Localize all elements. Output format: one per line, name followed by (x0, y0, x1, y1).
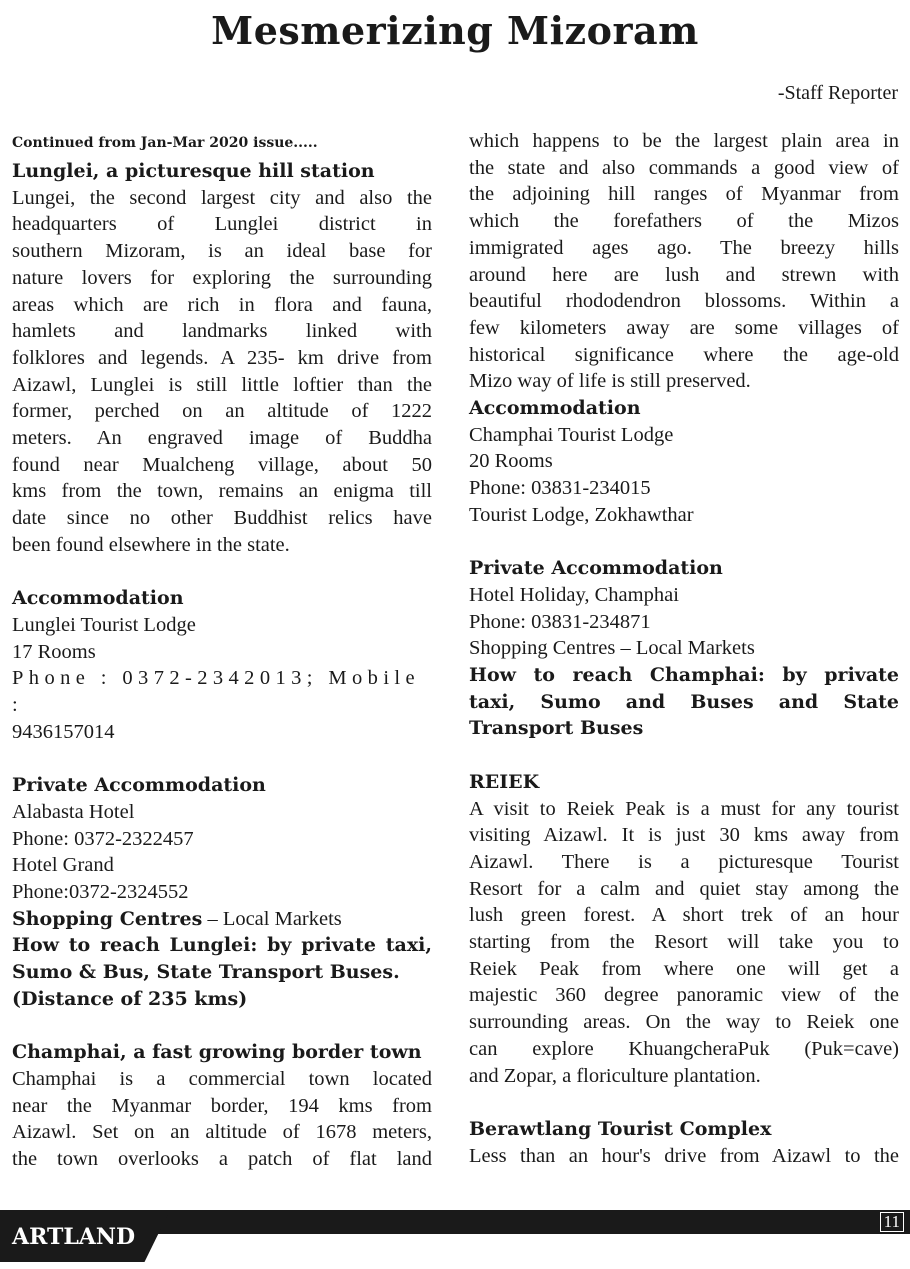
champhai-heading: Champhai, a fast growing border town (12, 1041, 422, 1064)
private-accommodation-heading: Private Accommodation (12, 774, 266, 797)
hotel-line: Phone:0372-2324552 (12, 880, 189, 903)
body-line: A visit to Reiek Peak is a must for any tourist (469, 797, 899, 820)
body-line: majestic 360 degree panoramic view of the (469, 984, 899, 1007)
hotel-line: Hotel Holiday, Champhai (469, 583, 679, 606)
right-column (469, 128, 899, 1169)
shopping-label: Shopping Centres (12, 907, 203, 930)
berawtlang-heading: Berawtlang Tourist Complex (469, 1117, 772, 1140)
lodge-name: Lunglei Tourist Lodge (12, 613, 196, 636)
lodge-phone: Phone : 0372-2342013; Mobile : (12, 667, 421, 717)
body-line: historical significance where the age-old (469, 343, 899, 366)
byline: -Staff Reporter (777, 82, 898, 104)
body-line: which the forefathers of the Mizos (469, 210, 899, 233)
body-line: around here are lush and strewn with (469, 263, 899, 286)
page-footer (0, 1210, 910, 1269)
body-line: found near Mualcheng village, about 50 (12, 453, 432, 476)
body-line: Reiek Peak from where one will get a (469, 957, 899, 980)
continued-note: Continued from Jan-Mar 2020 issue..... (12, 135, 318, 151)
body-line: lush green forest. A short trek of an hour (469, 904, 899, 927)
accommodation-heading: Accommodation (469, 397, 641, 420)
body-line: visiting Aizawl. It is just 30 kms away from (469, 824, 899, 847)
hotel-line: Phone: 03831-234871 (469, 610, 651, 633)
body-line: surrounding areas. On the way to Reiek one (469, 1011, 899, 1034)
body-line: Aizawl. Set on an altitude of 1678 meters, (12, 1121, 432, 1144)
body-line: which happens to be the largest plain area in (469, 130, 899, 152)
shopping-line: Shopping Centres – Local Markets (469, 637, 755, 660)
body-line: the town overlooks a patch of flat land (12, 1147, 432, 1170)
private-accommodation-heading: Private Accommodation (469, 557, 723, 580)
body-line: areas which are rich in flora and fauna, (12, 293, 432, 316)
body-line: Less than an hour's drive from Aizawl to the (469, 1144, 899, 1167)
body-line: starting from the Resort will take you to (469, 931, 899, 954)
body-line: Lungei, the second largest city and also the (12, 186, 432, 209)
shopping-value: – Local Markets (202, 907, 342, 930)
body-line: immigrated ages ago. The breezy hills (469, 236, 899, 259)
body-line: headquarters of Lunglei district in (12, 213, 432, 236)
reach-line: taxi, Sumo and Buses and State (469, 690, 899, 713)
lodge-rooms: 17 Rooms (12, 640, 96, 663)
lodge-line: Phone: 03831-234015 (469, 477, 651, 500)
lunglei-heading: Lunglei, a picturesque hill station (12, 160, 375, 182)
accommodation-heading: Accommodation (12, 587, 184, 610)
reiek-heading: REIEK (469, 770, 540, 793)
reach-line: Sumo & Bus, State Transport Buses. (12, 961, 400, 984)
body-line: folklores and legends. A 235- km drive from (12, 346, 432, 369)
body-line: Resort for a calm and quiet stay among the (469, 877, 899, 900)
article-title: Mesmerizing Mizoram (211, 8, 699, 53)
lodge-line: Tourist Lodge, Zokhawthar (469, 503, 694, 526)
body-line: and Zopar, a floriculture plantation. (469, 1064, 761, 1087)
body-line: been found elsewhere in the state. (12, 533, 290, 556)
body-line: few kilometers away are some villages of (469, 316, 899, 339)
body-line: hamlets and landmarks linked with (12, 320, 432, 343)
body-line: can explore KhuangcheraPuk (Puk=cave) (469, 1037, 899, 1060)
body-line: meters. An engraved image of Buddha (12, 427, 432, 450)
reach-line: How to reach Lunglei: by private taxi, (12, 934, 432, 957)
body-line: former, perched on an altitude of 1222 (12, 400, 432, 423)
left-column (12, 128, 432, 1173)
body-line: date since no other Buddhist relics have (12, 507, 432, 530)
hotel-line: Phone: 0372-2322457 (12, 827, 194, 850)
body-line: Champhai is a commercial town located (12, 1067, 432, 1090)
body-line: nature lovers for exploring the surrounding (12, 266, 432, 289)
reach-line: Transport Buses (469, 717, 644, 740)
lodge-line: Champhai Tourist Lodge (469, 423, 674, 446)
reach-line: How to reach Champhai: by private (469, 664, 899, 687)
lodge-mobile: 9436157014 (12, 720, 115, 743)
body-line: beautiful rhododendron blossoms. Within a (469, 290, 899, 313)
body-line: the adjoining hill ranges of Myanmar from (469, 183, 899, 206)
body-line: Mizo way of life is still preserved. (469, 370, 751, 393)
body-line: near the Myanmar border, 194 kms from (12, 1094, 432, 1117)
body-line: Aizawl. There is a picturesque Tourist (469, 850, 899, 873)
reach-line: (Distance of 235 kms) (12, 987, 248, 1010)
body-line: kms from the town, remains an enigma till (12, 480, 432, 503)
body-line: southern Mizoram, is an ideal base for (12, 240, 432, 263)
hotel-line: Hotel Grand (12, 854, 114, 877)
hotel-line: Alabasta Hotel (12, 800, 135, 823)
shopping-line (12, 906, 432, 933)
lodge-line: 20 Rooms (469, 450, 553, 473)
magazine-name: ARTLAND (12, 1224, 136, 1250)
body-line: the state and also commands a good view of (469, 156, 899, 179)
body-line: Aizawl, Lunglei is still little loftier than the (12, 373, 432, 396)
page-number: 11 (880, 1212, 904, 1232)
